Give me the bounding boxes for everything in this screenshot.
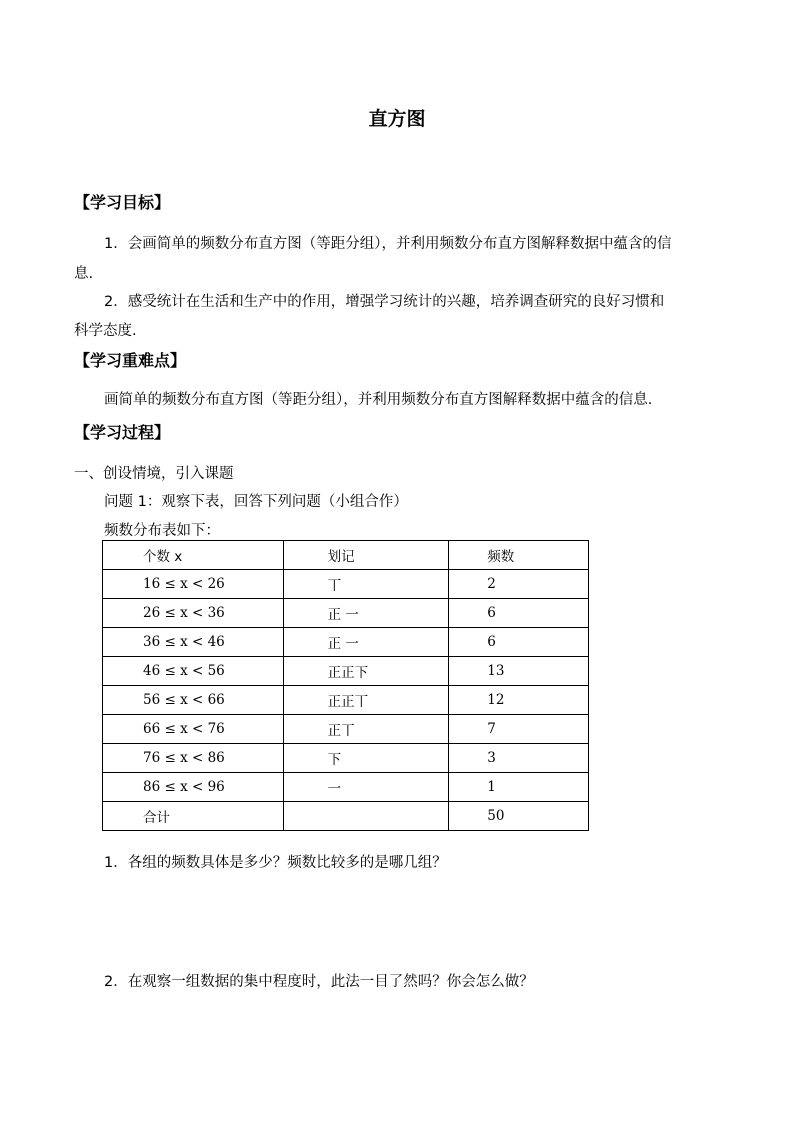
part1-heading: 一、创设情境，引入课题 — [74, 466, 234, 482]
table-row — [103, 570, 589, 599]
table-row — [103, 628, 589, 657]
range-cell: 46 ≤ x < 56 — [103, 657, 284, 686]
goals-heading: 【学习目标】 — [74, 193, 171, 212]
range-cell: 36 ≤ x < 46 — [103, 628, 284, 657]
frequency-cell: 6 — [449, 628, 589, 657]
tally-cell: 丅 — [283, 570, 449, 599]
range-cell: 16 ≤ x < 26 — [103, 570, 284, 599]
goal1-line1: 1．会画简单的频数分布直方图（等距分组），并利用频数分布直方图解释数据中蕴含的信 — [104, 236, 672, 252]
page-title: 直方图 — [368, 108, 426, 130]
goal2-line1: 2．感受统计在生活和生产中的作用，增强学习统计的兴趣，培养调查研究的良好习惯和 — [104, 294, 665, 310]
range-cell: 66 ≤ x < 76 — [103, 715, 284, 744]
tally-cell: 正丅 — [283, 715, 449, 744]
range-cell: 76 ≤ x < 86 — [103, 744, 284, 773]
frequency-cell: 7 — [449, 715, 589, 744]
tally-cell: 下 — [283, 744, 449, 773]
table-intro: 频数分布表如下： — [104, 523, 220, 539]
tally-cell: 一 — [283, 773, 449, 802]
key-points-heading: 【学习重难点】 — [74, 351, 187, 370]
header-count: 个数 x — [103, 541, 284, 570]
table-header-row — [103, 541, 589, 570]
range-cell: 56 ≤ x < 66 — [103, 686, 284, 715]
table-total-row — [103, 802, 589, 831]
tally-cell: 正 一 — [283, 599, 449, 628]
range-cell: 86 ≤ x < 96 — [103, 773, 284, 802]
tally-cell: 正正丅 — [283, 686, 449, 715]
question1-text: 问题 1：观察下表，回答下列问题（小组合作） — [104, 494, 408, 510]
frequency-cell: 13 — [449, 657, 589, 686]
table-row — [103, 715, 589, 744]
frequency-cell: 1 — [449, 773, 589, 802]
header-tally: 划记 — [283, 541, 449, 570]
frequency-cell: 12 — [449, 686, 589, 715]
process-heading: 【学习过程】 — [74, 423, 171, 442]
table-row — [103, 686, 589, 715]
frequency-cell: 6 — [449, 599, 589, 628]
total-frequency-cell: 50 — [449, 802, 589, 831]
frequency-cell: 2 — [449, 570, 589, 599]
total-label-cell: 合计 — [103, 802, 284, 831]
table-row — [103, 744, 589, 773]
question-2: 2．在观察一组数据的集中程度时，此法一目了然吗？你会怎么做？ — [104, 974, 534, 990]
goal2-line2: 科学态度. — [74, 323, 137, 339]
range-cell: 26 ≤ x < 36 — [103, 599, 284, 628]
table-row — [103, 599, 589, 628]
question-1: 1．各组的频数具体是多少？频数比较多的是哪几组？ — [104, 855, 447, 871]
total-tally-cell — [283, 802, 449, 831]
table-row — [103, 657, 589, 686]
frequency-cell: 3 — [449, 744, 589, 773]
table-row — [103, 773, 589, 802]
tally-cell: 正 一 — [283, 628, 449, 657]
frequency-table — [102, 540, 589, 831]
header-frequency: 频数 — [449, 541, 589, 570]
key-points-text: 画简单的频数分布直方图（等距分组），并利用频数分布直方图解释数据中蕴含的信息. — [104, 392, 653, 408]
tally-cell: 正正下 — [283, 657, 449, 686]
goal1-line2: 息. — [74, 266, 94, 282]
